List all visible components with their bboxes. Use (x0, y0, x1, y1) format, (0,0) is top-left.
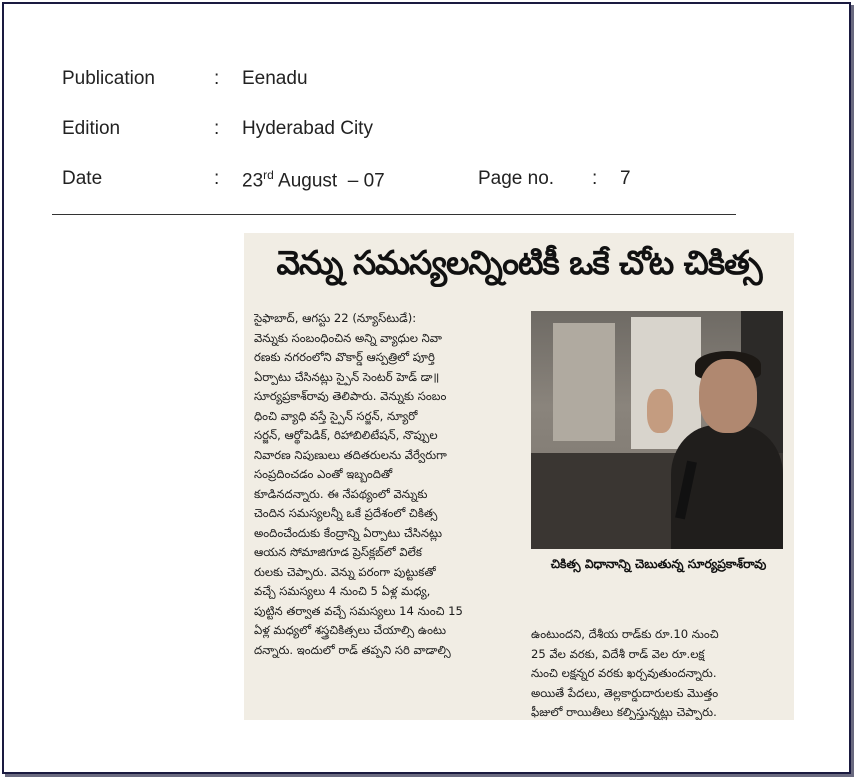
article-line: ఉంటుందని, దేశీయ రాడ్‌కు రూ.10 నుంచి (531, 627, 719, 641)
left-column (254, 309, 516, 719)
publication-label: Publication (62, 68, 155, 89)
article-line: ధించి వ్యాధి వస్తే స్పైన్ సర్జన్, న్యూరో (254, 408, 418, 423)
date-label: Date (62, 168, 103, 189)
date-rest: August – 07 (273, 170, 385, 192)
article-line: ఏళ్ల మధ్యలో శస్త్రచికిత్సలు చేయాల్సి ఉంటు (254, 623, 446, 637)
date-value (242, 168, 385, 192)
photo-person-head (699, 359, 757, 433)
edition-label: Edition (62, 118, 121, 139)
page-value: 7 (620, 168, 631, 189)
photo-board (553, 323, 615, 441)
publication-value: Eenadu (242, 68, 308, 89)
article-line: వెన్నుకు సంబంధించిన అన్ని వ్యాధుల నివా (254, 330, 442, 345)
news-photo (531, 311, 783, 549)
right-column (531, 625, 789, 721)
page-colon: : (592, 168, 598, 189)
date-day: 23 (242, 170, 264, 192)
article-line: రులకు చెప్పారు. వెన్ను పరంగా పుట్టుకతో (254, 564, 436, 579)
page-label: Page no. (478, 168, 555, 189)
divider (52, 214, 736, 215)
article-line: అందించేందుకు కేంద్రాన్ని ఏర్పాటు చేసినట్లు (254, 525, 443, 540)
news-clipping (244, 233, 794, 720)
photo-person-hand (647, 389, 673, 433)
article-line: సైఫాబాద్, ఆగస్టు 22 (న్యూస్‌టుడే): (254, 311, 417, 325)
article-line: అయితే పేదలు, తెల్లకార్డుదారులకు మొత్తం (531, 685, 719, 700)
article-line: సంప్రదించడం ఎంతో ఇబ్బందితో (254, 467, 393, 481)
publication-colon: : (214, 68, 220, 89)
date-suffix: rd (263, 168, 274, 182)
article-line: దన్నారు. ఇందులో రాడ్ తప్పని సరి వాడాల్సి (254, 642, 451, 657)
article-line: చెందిన సమస్యలన్నీ ఒకే ప్రదేశంలో చికిత్స (254, 506, 438, 520)
photo-caption: చికిత్స విధానాన్ని చెబుతున్న సూర్యప్రకాశ్‌రావు (550, 557, 767, 571)
article-line: కూడినదన్నారు. ఈ నేపథ్యంలో వెన్నుకు (254, 486, 428, 501)
article-line: ఏర్పాటు చేసినట్లు స్పైన్ సెంటర్ హెడ్ డా॥ (254, 369, 440, 384)
article-line: నుంచి లక్షన్నర వరకు ఖర్చవుతుందన్నారు. (531, 666, 717, 680)
article-line: నివారణ నిపుణులు తదితరులను వేర్వేరుగా (254, 447, 447, 462)
date-colon: : (214, 168, 220, 189)
edition-value: Hyderabad City (242, 118, 373, 139)
clipping-headline: వెన్ను సమస్యలన్నింటికీ ఒకే చోట చికిత్స (276, 243, 762, 282)
article-line: పుట్టిన తర్వాత వచ్చే సమస్యలు 14 నుంచి 15 (254, 603, 463, 618)
edition-colon: : (214, 118, 220, 139)
article-line: వచ్చే సమస్యలు 4 నుంచి 5 ఏళ్ల మధ్య, (254, 584, 431, 598)
article-line: ఆయన సోమాజిగూడ ప్రెస్‌క్లబ్‌లో విలేక (254, 545, 422, 559)
article-line: రణకు నగరంలోని వొకార్డ్ ఆస్పత్రిలో పూర్తి (254, 350, 435, 364)
article-line: సర్జన్, ఆర్థోపెడిక్, రిహాబిలిటేషన్, నొప్పుల (254, 428, 438, 442)
article-line: 25 వేల వరకు, విదేశీ రాడ్ వెల రూ.లక్ష (531, 646, 705, 661)
article-line: ఫీజులో రాయితీలు కల్పిస్తున్నట్లు చెప్పారు. (531, 705, 717, 719)
article-line: సూర్యప్రకాశ్‌రావు తెలిపారు. వెన్నుకు సంబం (254, 389, 447, 403)
